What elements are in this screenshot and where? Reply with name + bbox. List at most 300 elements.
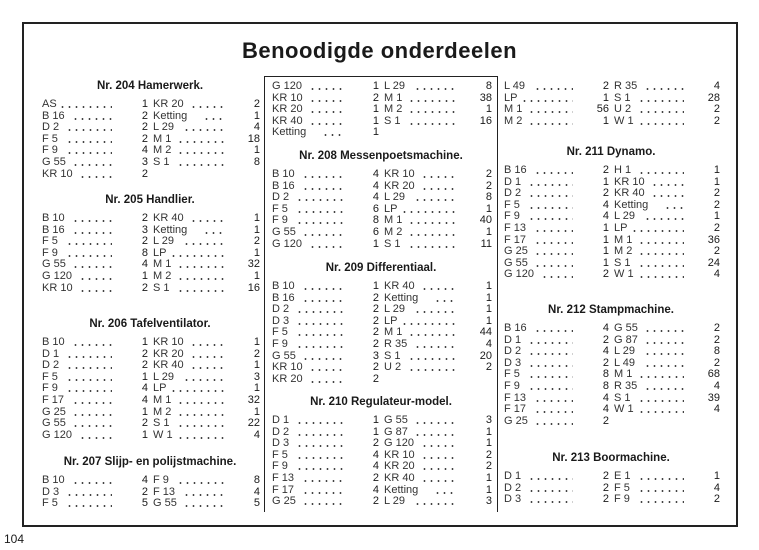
parts-row [504, 380, 718, 392]
part-name: KR 20 [153, 98, 184, 110]
part-name: B 10 [42, 336, 65, 348]
part-name: F 9 [272, 338, 288, 350]
part-quantity: 3 [456, 414, 492, 426]
part-name: R 35 [614, 80, 638, 92]
part-quantity: 4 [112, 144, 148, 156]
part-name: U 2 [384, 361, 402, 374]
part-quantity: 1 [112, 270, 148, 282]
parts-row [42, 282, 258, 294]
section-heading: Nr. 204 Hamerwerk. [96, 80, 204, 92]
part-quantity: 36 [684, 234, 720, 246]
part-quantity: 1 [456, 103, 492, 115]
part-name: M 2 [153, 405, 172, 418]
part-quantity: 8 [224, 156, 260, 168]
parts-row [504, 115, 718, 127]
part-quantity: 32 [224, 394, 260, 406]
part-name: KR 40 [384, 280, 415, 292]
part-name: B 10 [42, 474, 65, 486]
part-name: KR 40 [272, 114, 303, 127]
part-name: G 55 [384, 414, 408, 426]
part-name: E 1 [614, 470, 631, 482]
part-name: L 49 [504, 80, 526, 92]
part-name: KR 40 [384, 472, 415, 484]
part-name: B 16 [504, 322, 527, 334]
part-quantity: 2 [224, 98, 260, 110]
parts-row [272, 292, 490, 304]
parts-row [42, 382, 258, 394]
parts-row [42, 121, 258, 133]
part-quantity: 16 [224, 282, 260, 294]
parts-row [504, 103, 718, 115]
part-quantity: 2 [573, 470, 609, 482]
section-heading: Nr. 205 Handlier. [105, 194, 195, 206]
part-name: KR 10 [384, 448, 415, 461]
part-quantity: 2 [573, 164, 609, 176]
part-quantity: 2 [343, 315, 379, 327]
parts-row [504, 322, 718, 334]
part-name: R 35 [614, 380, 638, 392]
section-heading: Nr. 206 Tafelventilator. [89, 318, 211, 330]
part-name: F 9 [42, 246, 58, 259]
parts-row [504, 268, 718, 280]
part-quantity: 1 [573, 245, 609, 257]
part-quantity: 4 [343, 449, 379, 461]
part-quantity: 2 [112, 110, 148, 122]
parts-row [272, 338, 490, 350]
part-name: G 120 [42, 428, 72, 441]
part-name: KR 40 [614, 187, 645, 200]
part-name: F 17 [504, 233, 527, 246]
part-quantity: 3 [112, 224, 148, 236]
part-name: Ketting [384, 291, 419, 304]
part-quantity: 4 [112, 394, 148, 406]
part-quantity: 1 [456, 303, 492, 315]
part-name: D 2 [504, 345, 522, 358]
part-name: M 2 [504, 114, 523, 127]
parts-row [42, 235, 258, 247]
part-name: KR 40 [153, 359, 184, 372]
parts-row [272, 414, 490, 426]
part-name: M 2 [153, 270, 172, 282]
parts-row [504, 257, 718, 269]
part-name: F 5 [42, 497, 58, 510]
parts-row [42, 247, 258, 259]
part-name: F 5 [272, 326, 288, 339]
part-name: M 1 [384, 326, 403, 339]
part-name: KR 20 [384, 460, 415, 473]
parts-row [272, 472, 490, 484]
part-quantity: 2 [343, 361, 379, 373]
part-name: G 120 [504, 268, 534, 281]
part-name: F 5 [504, 368, 520, 381]
part-name: W 1 [614, 268, 634, 281]
part-name: L 29 [384, 80, 406, 92]
part-quantity: 1 [456, 437, 492, 449]
part-name: G 55 [504, 256, 528, 269]
part-quantity: 4 [684, 80, 720, 92]
part-quantity: 2 [112, 359, 148, 371]
parts-row [42, 371, 258, 383]
part-quantity: 18 [224, 133, 260, 145]
part-name: LP [504, 91, 518, 104]
part-name: S 1 [384, 349, 401, 362]
section-heading: Nr. 208 Messenpoetsmachine. [299, 150, 463, 162]
part-quantity: 8 [573, 380, 609, 392]
part-quantity: 1 [684, 164, 720, 176]
part-quantity: 2 [573, 187, 609, 199]
part-name: Ketting [272, 126, 307, 139]
part-name: L 29 [384, 303, 406, 316]
part-name: Ketting [153, 109, 188, 122]
part-quantity: 8 [456, 80, 492, 92]
part-name: D 1 [504, 333, 522, 346]
column-divider-left [264, 76, 265, 512]
top-rule [264, 76, 497, 77]
part-name: R 35 [384, 338, 408, 350]
part-quantity: 1 [684, 470, 720, 482]
part-name: S 1 [614, 391, 631, 404]
parts-row [272, 226, 490, 238]
part-quantity: 1 [112, 98, 148, 110]
part-quantity: 1 [224, 382, 260, 394]
part-name: F 9 [153, 474, 169, 486]
part-name: Ketting [614, 198, 649, 211]
section-heading: Nr. 207 Slijp- en polijstmachine. [63, 456, 237, 468]
parts-row [42, 406, 258, 418]
part-quantity: 2 [456, 449, 492, 461]
part-quantity: 40 [456, 214, 492, 226]
parts-row [272, 126, 490, 138]
parts-row [504, 187, 718, 199]
part-quantity: 8 [112, 247, 148, 259]
parts-row [272, 115, 490, 127]
parts-row [42, 474, 258, 486]
part-quantity: 1 [343, 103, 379, 115]
parts-row [504, 493, 718, 505]
page-title: Benoodigde onderdeelen [241, 38, 518, 63]
part-quantity: 2 [684, 103, 720, 115]
parts-row [42, 336, 258, 348]
part-quantity: 1 [224, 270, 260, 282]
part-name: S 1 [384, 237, 401, 250]
part-quantity: 2 [343, 472, 379, 484]
part-quantity: 2 [343, 495, 379, 507]
part-quantity: 4 [112, 258, 148, 270]
part-quantity: 2 [573, 80, 609, 92]
part-quantity: 4 [224, 486, 260, 498]
part-quantity: 2 [224, 348, 260, 360]
part-name: L 29 [153, 121, 175, 134]
part-name: M 2 [384, 226, 403, 238]
part-name: KR 20 [153, 347, 184, 360]
part-quantity: 1 [456, 426, 492, 438]
parts-row [504, 199, 718, 211]
part-name: L 29 [384, 191, 406, 204]
part-quantity: 22 [224, 417, 260, 429]
parts-row [42, 224, 258, 236]
part-quantity: 2 [343, 326, 379, 338]
part-quantity: 56 [573, 103, 609, 115]
parts-row [42, 258, 258, 270]
part-quantity: 1 [456, 280, 492, 292]
part-name: M 1 [153, 132, 172, 145]
parts-row [272, 203, 490, 215]
part-name: M 1 [614, 368, 633, 381]
part-name: LP [153, 382, 167, 395]
part-quantity: 2 [573, 493, 609, 505]
parts-row [272, 103, 490, 115]
part-quantity: 1 [456, 484, 492, 496]
part-name: F 5 [42, 235, 58, 248]
part-name: F 13 [504, 391, 527, 404]
part-name: LP [384, 314, 398, 327]
parts-row [42, 110, 258, 122]
parts-row [272, 326, 490, 338]
parts-row [42, 486, 258, 498]
parts-row [272, 180, 490, 192]
part-quantity: 1 [224, 144, 260, 156]
part-name: G 55 [42, 417, 66, 430]
parts-row [272, 238, 490, 250]
parts-row [272, 80, 490, 92]
parts-row [42, 212, 258, 224]
part-quantity: 38 [456, 92, 492, 104]
parts-row [272, 484, 490, 496]
part-name: F 5 [272, 202, 288, 215]
part-name: B 16 [504, 164, 527, 176]
parts-row [504, 415, 718, 427]
part-quantity: 2 [112, 133, 148, 145]
parts-row [504, 234, 718, 246]
part-name: G 55 [42, 258, 66, 271]
parts-row [272, 303, 490, 315]
part-name: LP [153, 246, 167, 259]
parts-row [504, 345, 718, 357]
part-name: KR 10 [42, 281, 73, 294]
parts-row [272, 437, 490, 449]
part-quantity: 2 [112, 121, 148, 133]
part-quantity: 2 [343, 303, 379, 315]
part-quantity: 4 [684, 482, 720, 494]
part-quantity: 4 [456, 338, 492, 350]
part-name: KR 10 [272, 91, 303, 104]
part-quantity: 2 [684, 222, 720, 234]
parts-row [504, 482, 718, 494]
parts-row [42, 429, 258, 441]
part-quantity: 4 [224, 121, 260, 133]
part-quantity: 5 [112, 497, 148, 509]
part-quantity: 2 [112, 212, 148, 224]
part-name: B 16 [272, 291, 295, 304]
section-heading: Nr. 211 Dynamo. [566, 146, 656, 158]
part-name: M 1 [504, 103, 523, 116]
part-quantity: 5 [224, 497, 260, 509]
part-name: KR 20 [272, 103, 303, 116]
parts-row [272, 449, 490, 461]
part-name: G 120 [384, 437, 414, 450]
part-name: S 1 [614, 91, 631, 104]
part-name: G 120 [42, 270, 72, 282]
section-heading: Nr. 209 Differentiaal. [325, 262, 437, 274]
part-quantity: 1 [456, 226, 492, 238]
part-name: L 29 [153, 235, 175, 248]
part-name: G 25 [272, 495, 296, 508]
parts-row [504, 357, 718, 369]
part-name: D 3 [42, 485, 60, 498]
part-quantity: 8 [684, 345, 720, 357]
part-quantity: 1 [456, 472, 492, 484]
part-quantity: 2 [456, 180, 492, 192]
part-name: L 49 [614, 356, 636, 369]
part-quantity: 28 [684, 92, 720, 104]
parts-row [272, 92, 490, 104]
part-quantity: 39 [684, 392, 720, 404]
part-name: G 87 [384, 425, 408, 438]
part-name: F 17 [42, 394, 65, 406]
part-name: F 9 [42, 382, 58, 395]
part-quantity: 8 [573, 368, 609, 380]
part-name: G 55 [42, 156, 66, 168]
part-quantity: 4 [112, 474, 148, 486]
part-name: S 1 [614, 256, 631, 269]
parts-row [42, 98, 258, 110]
part-name: D 3 [272, 437, 290, 450]
parts-row [504, 368, 718, 380]
part-quantity: 4 [573, 392, 609, 404]
part-quantity: 1 [224, 336, 260, 348]
parts-row [42, 156, 258, 168]
part-name: G 25 [504, 245, 528, 258]
parts-row [504, 334, 718, 346]
parts-row [42, 168, 258, 180]
parts-row [272, 280, 490, 292]
part-quantity: 2 [343, 292, 379, 304]
part-quantity: 4 [684, 403, 720, 415]
parts-row [272, 460, 490, 472]
part-quantity: 2 [684, 199, 720, 211]
part-name: D 2 [272, 191, 290, 204]
parts-row [504, 403, 718, 415]
part-name: S 1 [153, 156, 170, 168]
part-name: D 3 [272, 314, 290, 327]
part-quantity: 2 [684, 334, 720, 346]
part-name: F 5 [504, 198, 520, 211]
part-quantity: 2 [684, 322, 720, 334]
part-quantity: 2 [456, 361, 492, 373]
part-name: D 2 [42, 359, 60, 372]
part-name: B 10 [272, 280, 295, 292]
part-name: B 10 [272, 168, 295, 180]
part-name: F 9 [504, 210, 520, 223]
part-quantity: 2 [224, 235, 260, 247]
part-name: D 1 [42, 347, 60, 360]
part-quantity: 11 [456, 238, 492, 250]
part-quantity: 1 [573, 234, 609, 246]
part-name: F 9 [42, 144, 58, 157]
section-heading: Nr. 212 Stampmachine. [548, 304, 674, 316]
part-quantity: 1 [343, 126, 379, 138]
part-quantity: 2 [573, 334, 609, 346]
part-quantity: 3 [224, 371, 260, 383]
part-name: S 1 [153, 281, 170, 294]
part-name: D 2 [504, 481, 522, 494]
part-quantity: 4 [684, 380, 720, 392]
part-quantity: 1 [224, 406, 260, 418]
parts-row [42, 417, 258, 429]
parts-row [272, 495, 490, 507]
column-divider-right [497, 76, 498, 512]
part-quantity: 2 [343, 373, 379, 385]
part-name: S 1 [384, 114, 401, 127]
part-name: M 2 [384, 103, 403, 116]
part-quantity: 2 [112, 235, 148, 247]
parts-row [504, 176, 718, 188]
part-name: F 5 [42, 132, 58, 145]
parts-row [272, 315, 490, 327]
part-name: KR 10 [272, 361, 303, 374]
part-name: D 2 [272, 425, 290, 438]
part-quantity: 1 [224, 110, 260, 122]
part-name: W 1 [614, 114, 634, 127]
parts-row [504, 222, 718, 234]
part-name: M 1 [384, 91, 403, 104]
part-name: G 25 [42, 405, 66, 418]
section-heading: Nr. 210 Regulateur-model. [310, 396, 452, 408]
part-name: F 13 [272, 472, 295, 484]
part-quantity: 16 [456, 115, 492, 127]
part-quantity: 1 [112, 429, 148, 441]
part-name: B 16 [42, 109, 65, 122]
part-quantity: 3 [456, 495, 492, 507]
part-name: B 10 [42, 212, 65, 224]
part-name: D 2 [272, 303, 290, 316]
parts-row [42, 497, 258, 509]
part-quantity: 4 [343, 180, 379, 192]
parts-row [272, 191, 490, 203]
part-quantity: 2 [112, 168, 148, 180]
part-quantity: 8 [343, 214, 379, 226]
part-name: KR 20 [384, 179, 415, 192]
parts-row [504, 92, 718, 104]
part-name: F 9 [504, 380, 520, 392]
part-name: F 5 [42, 370, 58, 383]
part-name: F 13 [153, 485, 176, 498]
part-quantity: 1 [343, 426, 379, 438]
part-quantity: 2 [456, 460, 492, 472]
parts-row [272, 168, 490, 180]
part-name: G 55 [272, 226, 296, 238]
part-quantity: 1 [224, 359, 260, 371]
part-quantity: 1 [456, 203, 492, 215]
parts-row [504, 392, 718, 404]
part-quantity: 6 [343, 203, 379, 215]
part-quantity: 1 [456, 315, 492, 327]
part-quantity: 1 [112, 406, 148, 418]
part-name: F 9 [272, 460, 288, 473]
parts-row [272, 214, 490, 226]
part-quantity: 4 [573, 322, 609, 334]
part-name: Ketting [384, 483, 419, 496]
part-quantity: 4 [224, 429, 260, 441]
part-quantity: 1 [343, 280, 379, 292]
part-name: L 29 [614, 210, 636, 223]
parts-row [42, 394, 258, 406]
parts-row [504, 245, 718, 257]
part-name: W 1 [614, 403, 634, 416]
part-quantity: 4 [573, 210, 609, 222]
part-quantity: 4 [343, 191, 379, 203]
part-quantity: 1 [343, 80, 379, 92]
